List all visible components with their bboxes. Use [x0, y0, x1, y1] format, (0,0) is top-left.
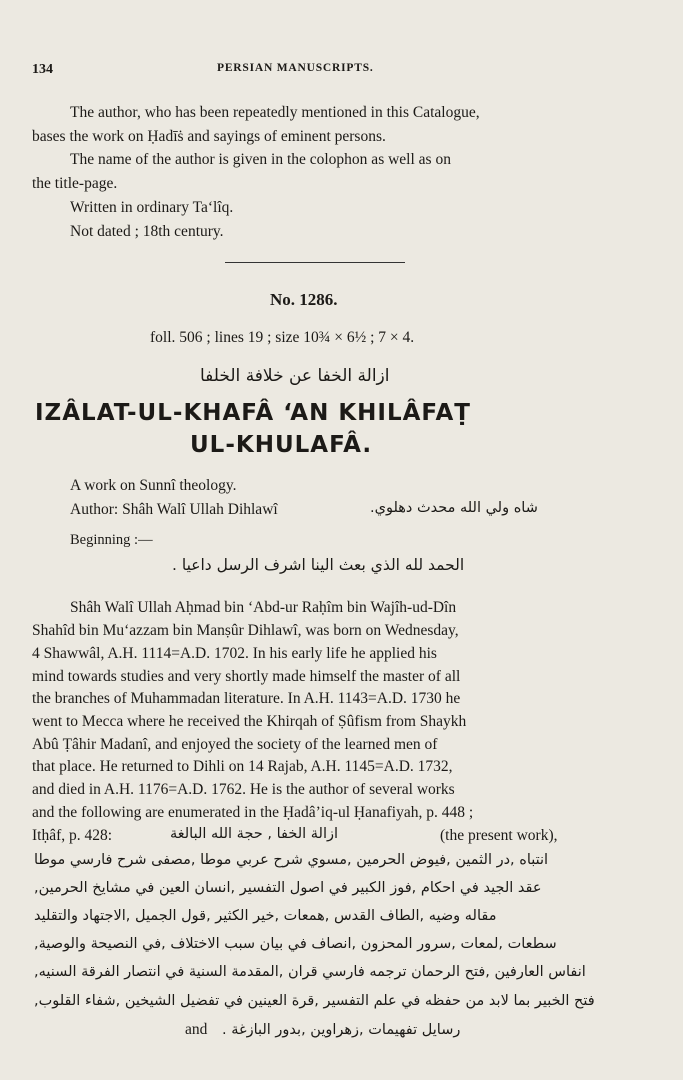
- author-label: Author: Shâh Walî Ullah Dihlawî: [70, 501, 278, 518]
- intro-line-4: the title-page.: [32, 175, 118, 192]
- bio-line-11-start: Itḥâf, p. 428:: [32, 827, 113, 844]
- arabic-title: ازالة الخفا عن خلافة الخلفا: [200, 366, 390, 386]
- bio-line-5: the branches of Muhammadan literature. In A.H. 1143=A.D. 1730 he: [32, 690, 461, 707]
- running-title: PERSIAN MANUSCRIPTS.: [217, 62, 374, 74]
- works-arabic-line-6: فتح الخبير بما لابد من حفظه في علم التفسير ,قرة العينين في تفضيل الشيخين ,شفاء القلوب,: [34, 993, 595, 1009]
- bio-line-11-end: (the present work),: [440, 827, 558, 844]
- beginning-label: Beginning :—: [70, 532, 153, 548]
- entry-specs: foll. 506 ; lines 19 ; size 10¾ × 6½ ; 7 × 4.: [150, 329, 415, 346]
- title-line-1: IZÂLAT-UL-KHAFÂ ‘AN KHILÂFAṬ: [35, 400, 471, 426]
- intro-line-3: The name of the author is given in the colophon as well as on: [70, 151, 451, 168]
- bio-line-2: Shahîd bin Mu‘azzam bin Manṣûr Dihlawî, was born on Wednesday,: [32, 622, 459, 639]
- bio-line-6: went to Mecca where he received the Khirqah of Ṣûfism from Shaykh: [32, 713, 467, 730]
- intro-line-1: The author, who has been repeatedly mentioned in this Catalogue,: [70, 104, 480, 121]
- last-line-and: and: [185, 1021, 208, 1038]
- work-description: A work on Sunnî theology.: [70, 477, 237, 494]
- bio-line-10: and the following are enumerated in the Ḥadâ’iq-ul Ḥanafiyah, p. 448 ;: [32, 804, 474, 821]
- intro-line-5: Written in ordinary Ta‘lîq.: [70, 199, 234, 216]
- author-arabic: شاه ولي الله محدث دهلوي.: [370, 500, 538, 516]
- bio-line-9: and died in A.H. 1176=A.D. 1762. He is the author of several works: [32, 781, 455, 798]
- bio-line-7: Abû Ṭâhir Madanî, and enjoyed the society of the learned men of: [32, 736, 438, 753]
- bio-line-8: that place. He returned to Dihli on 14 Rajab, A.H. 1145=A.D. 1732,: [32, 758, 453, 775]
- page-number: 134: [32, 62, 53, 77]
- section-divider: [225, 262, 405, 263]
- works-arabic-line-1: انتباه ,در الثمين ,فيوض الحرمين ,مسوي شرح عربي موطا ,مصفى شرح فارسي موطا: [34, 852, 549, 868]
- intro-line-2: bases the work on Ḥadīṡ and sayings of eminent persons.: [32, 128, 386, 145]
- beginning-arabic: الحمد لله الذي بعث الينا اشرف الرسل داعيا .: [172, 556, 465, 574]
- entry-number: No. 1286.: [270, 290, 338, 309]
- works-arabic-line-5: انفاس العارفين ,فتح الرحمان ترجمه فارسي قران ,المقدمة السنية في انتصار الفرقة السنيه,: [34, 964, 586, 980]
- works-arabic-line-2: عقد الجيد في احكام ,فوز الكبير في اصول التفسير ,انسان العين في مشايخ الحرمين,: [34, 880, 542, 896]
- intro-line-6: Not dated ; 18th century.: [70, 223, 224, 240]
- works-arabic-line-4: سطعات ,لمعات ,سرور المحزون ,انصاف في بيان سبب الاختلاف ,في النصيحة والوصية,: [34, 936, 557, 952]
- bio-line-3: 4 Shawwâl, A.H. 1114=A.D. 1702. In his early life he applied his: [32, 645, 437, 662]
- title-line-2: UL-KHULAFÂ.: [190, 432, 373, 458]
- bio-line-11-arabic: ازالة الخفا , حجة الله البالغة: [170, 826, 339, 842]
- last-line-arabic: رسايل تفهيمات ,زهراوين ,بدور البازغة .: [222, 1022, 461, 1038]
- bio-line-1: Shâh Walî Ullah Aḥmad bin ‘Abd-ur Raḥîm bin Wajîh-ud-Dîn: [70, 599, 457, 616]
- bio-line-4: mind towards studies and very shortly made himself the master of all: [32, 668, 461, 685]
- works-arabic-line-3: مقاله وضيه ,الطاف القدس ,همعات ,خير الكثير ,قول الجميل ,الاجتهاد والتقليد: [34, 908, 497, 924]
